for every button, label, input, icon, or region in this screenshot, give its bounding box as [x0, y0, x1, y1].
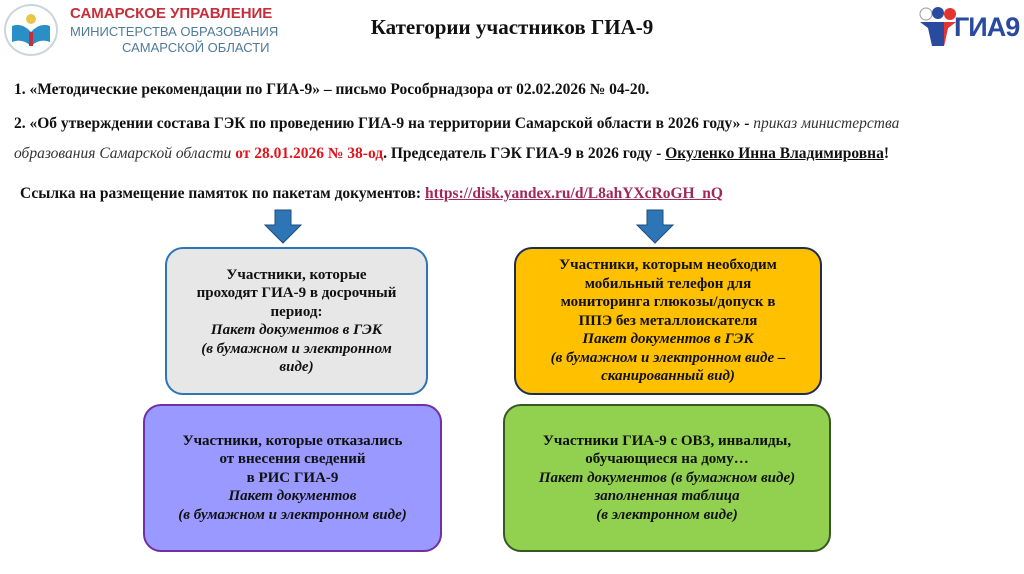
box-text: мониторинга глюкозы/допуск в [560, 294, 776, 311]
box-text: обучающиеся на дому… [585, 451, 749, 468]
box-text: проходят ГИА-9 в досрочный [196, 285, 397, 301]
down-arrow-icon [263, 209, 303, 245]
box-italic-text: сканированный вид) [601, 368, 735, 385]
box-italic-text: Пакет документов в ГЭК [210, 322, 383, 338]
glucose-phone-category-box [514, 247, 822, 395]
box-italic-text: Пакет документов в ГЭК [582, 331, 754, 348]
item-1: 1. «Методические рекомендации по ГИА-9» – письмо Рособрнадзора от 02.02.2026 № 04-20. [14, 81, 650, 98]
gia9-logo [918, 6, 1024, 46]
box-italic-text: виде) [279, 359, 314, 375]
box-text: Участники ГИА-9 с ОВЗ, инвалиды, [542, 432, 792, 449]
order-number: от 28.01.2026 № 38-од [235, 145, 384, 162]
box-text: Участники, которым необходим [559, 257, 777, 274]
ovz-category-box [503, 404, 831, 552]
item-2-italic-2: образования Самарской области [14, 145, 236, 162]
box-text: период: [270, 303, 323, 320]
box-italic-text: (в бумажном и электронном виде – [550, 349, 786, 366]
box-italic-text: (в бумажном и электронном [201, 340, 392, 357]
box-text: мобильный телефон для [584, 275, 752, 292]
people-icon [918, 6, 958, 46]
box-text: ППЭ без металлоискателя [578, 312, 758, 329]
early-period-category-box [165, 247, 428, 395]
gia9-logo-text: ГИА9 [954, 12, 1020, 42]
link-line [20, 184, 723, 204]
box-italic-text: (в электронном виде) [596, 506, 738, 523]
box-text: в РИС ГИА-9 [246, 469, 339, 486]
box-italic-text: (в бумажном и электронном виде) [178, 506, 407, 523]
box-italic-text: Пакет документов (в бумажном виде) [538, 469, 796, 486]
box-text: Участники, которые [226, 266, 367, 283]
logo-line-3: САМАРСКОЙ ОБЛАСТИ [122, 40, 270, 55]
item-2-text: 2. «Об утверждении состава ГЭК по проведению ГИА-9 на территории Самарской области в 2026 году» - [14, 115, 754, 132]
ris-refusal-category-box [143, 404, 442, 552]
page-title: Категории участников ГИА-9 [370, 15, 654, 39]
chairman-name: Окуленко Инна Владимировна [665, 145, 884, 162]
box-italic-text: заполненная таблица [594, 488, 740, 505]
item-2-italic: приказ министерства [753, 115, 900, 132]
item-2-rest: . Председатель ГЭК ГИА-9 в 2026 году - [383, 145, 666, 162]
logo-line-1: САМАРСКОЕ УПРАВЛЕНИЕ [70, 5, 273, 22]
link-label: Ссылка на размещение памяток по пакетам документов: [20, 185, 425, 202]
item-2-end: ! [883, 145, 890, 162]
down-arrow-icon [635, 209, 675, 245]
item-2-line-2 [14, 144, 889, 164]
logo-line-2: МИНИСТЕРСТВА ОБРАЗОВАНИЯ [70, 24, 279, 39]
box-text: от внесения сведений [219, 451, 366, 468]
book-emblem-icon [4, 4, 58, 56]
ministry-logo [4, 2, 279, 58]
box-text: Участники, которые отказались [182, 432, 403, 449]
box-italic-text: Пакет документов [228, 488, 357, 505]
item-2-line-1 [14, 114, 899, 134]
yandex-disk-link[interactable]: https://disk.yandex.ru/d/L8ahYXcRoGH_nQ [424, 185, 723, 202]
